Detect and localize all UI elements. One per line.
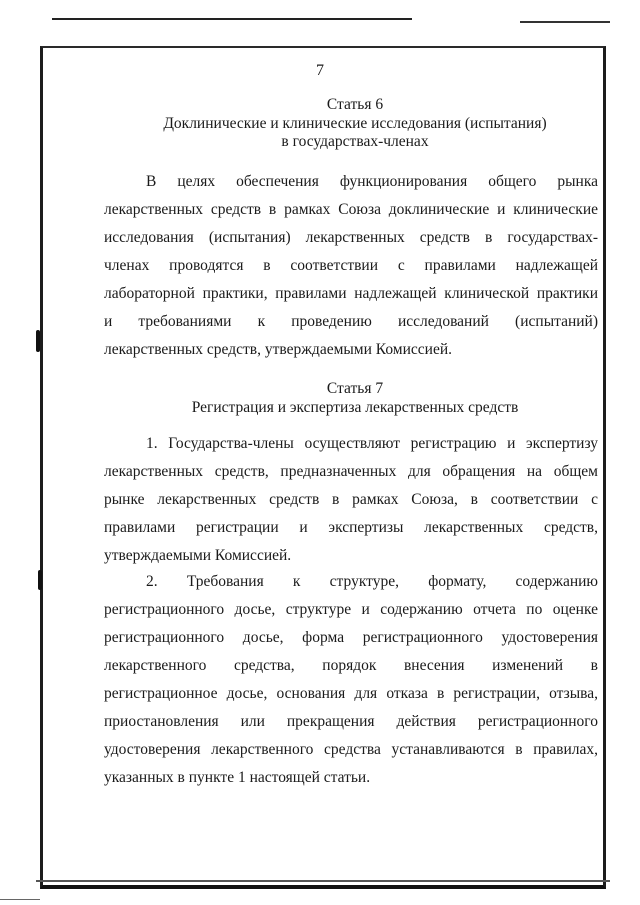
text-line: удостоверения лекарственного средства устанавливаются в правилах, — [104, 741, 598, 758]
margin-mark — [36, 330, 40, 352]
text-line: лекарственных средств в рамках Союза доклинические и клинические — [104, 201, 598, 218]
text-line: 2. Требования к структуре, формату, содержанию — [146, 573, 598, 590]
bottom-rule — [36, 880, 610, 882]
text-line: исследования (испытания) лекарственных средств в государствах- — [104, 229, 598, 246]
text-line: утверждаемыми Комиссией. — [104, 547, 292, 564]
text-line: и требованиями к проведению исследований (испытаний) — [104, 313, 598, 330]
text-line: членах проводятся в соответствии с правилами надлежащей — [104, 257, 598, 274]
text-line: В целях обеспечения функционирования общего рынка — [146, 173, 598, 190]
text-line: указанных в пункте 1 настоящей статьи. — [104, 769, 371, 786]
article-6-title: в государствах-членах — [281, 133, 429, 150]
text-line: приостановления или прекращения действия регистрационного — [104, 713, 598, 730]
margin-mark — [38, 570, 42, 590]
text-line: лекарственных средств, утверждаемыми Комиссией. — [104, 341, 453, 358]
article-6-heading: Статья 6 — [326, 96, 384, 113]
page-number: 7 — [316, 62, 324, 79]
text-line: регистрационное досье, основания для отказа в регистрации, отзыва, — [104, 685, 598, 702]
text-line: регистрационного досье, форма регистрационного удостоверения — [104, 629, 598, 646]
article-6-paragraph — [104, 168, 598, 364]
text-line: рынке лекарственных средств в рамках Союза, в соответствии с — [104, 491, 598, 508]
article-6-title: Доклинические и клинические исследования (испытания) — [163, 115, 547, 132]
text-line: 1. Государства-члены осуществляют регистрацию и экспертизу — [146, 435, 598, 452]
text-line: лекарственного средства, порядок внесения изменений в — [104, 657, 598, 674]
text-line: правилами регистрации и экспертизы лекарственных средств, — [104, 519, 598, 536]
text-line: регистрационного досье, структуре и содержанию отчета по оценке — [104, 601, 598, 618]
article-7-heading: Статья 7 — [326, 380, 384, 397]
bottom-rule — [0, 899, 40, 900]
text-line: лекарственных средств, предназначенных для обращения на общем — [104, 463, 598, 480]
text-line: лабораторной практики, правилами надлежащей клинической практики — [104, 285, 598, 302]
article-7-title: Регистрация и экспертиза лекарственных средств — [191, 399, 519, 416]
top-rule — [520, 21, 610, 23]
article-7-paragraph-1 — [104, 430, 598, 570]
article-7-paragraph-2 — [104, 568, 598, 792]
top-rule — [52, 18, 412, 20]
